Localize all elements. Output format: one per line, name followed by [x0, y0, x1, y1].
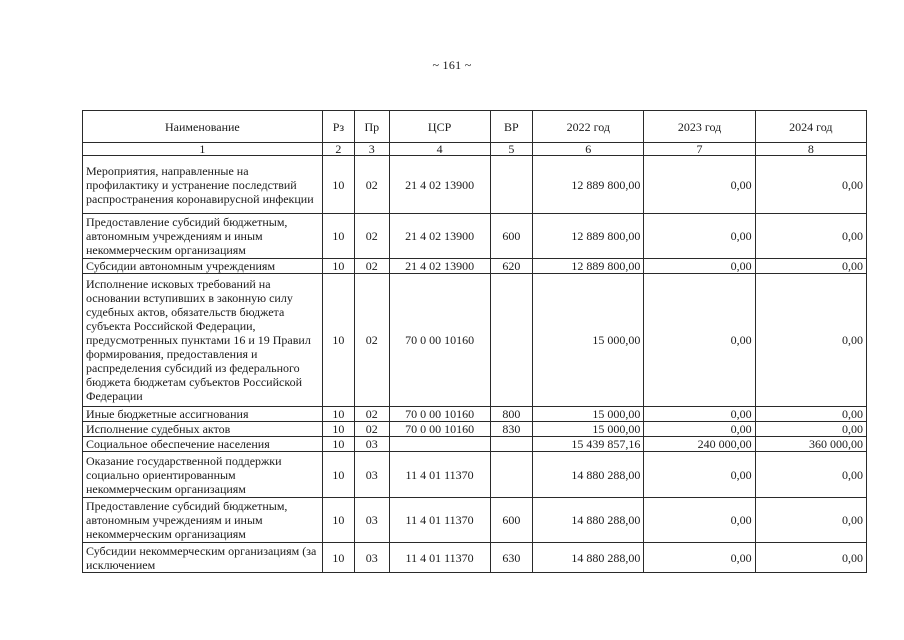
header-row [83, 111, 867, 143]
cell-2022: 12 889 800,00 [533, 156, 644, 214]
cell-name: Предоставление субсидий бюджетным, автономным учреждениям и иным некоммерческим организациям [83, 498, 323, 543]
cell-vr: 800 [490, 407, 532, 422]
cell-2023: 0,00 [644, 259, 755, 274]
cell-2023: 0,00 [644, 543, 755, 573]
cell-csr: 11 4 01 11370 [389, 543, 490, 573]
cell-rz: 10 [322, 259, 354, 274]
cell-csr [389, 437, 490, 452]
cell-2024: 360 000,00 [755, 437, 866, 452]
cell-2023: 240 000,00 [644, 437, 755, 452]
table-row [83, 156, 867, 214]
cell-vr: 600 [490, 214, 532, 259]
cell-csr: 11 4 01 11370 [389, 452, 490, 498]
cell-vr [490, 452, 532, 498]
cell-csr: 70 0 00 10160 [389, 274, 490, 407]
cell-csr: 11 4 01 11370 [389, 498, 490, 543]
cell-2024: 0,00 [755, 407, 866, 422]
header-csr: ЦСР [389, 111, 490, 143]
cell-rz: 10 [322, 437, 354, 452]
cell-vr [490, 437, 532, 452]
header-2023: 2023 год [644, 111, 755, 143]
header-pr: Пр [355, 111, 389, 143]
cell-2024: 0,00 [755, 452, 866, 498]
cell-name: Социальное обеспечение населения [83, 437, 323, 452]
table-row [83, 214, 867, 259]
cell-pr: 02 [355, 274, 389, 407]
table-row [83, 437, 867, 452]
cell-2024: 0,00 [755, 214, 866, 259]
cell-pr: 03 [355, 543, 389, 573]
cell-pr: 03 [355, 498, 389, 543]
table-row [83, 407, 867, 422]
cell-rz: 10 [322, 156, 354, 214]
cell-vr: 830 [490, 422, 532, 437]
cell-vr [490, 274, 532, 407]
cell-2023: 0,00 [644, 422, 755, 437]
header-2024: 2024 год [755, 111, 866, 143]
cell-name: Мероприятия, направленные на профилактику и устранение последствий распространения коронавирусной инфекции [83, 156, 323, 214]
cell-name: Исполнение судебных актов [83, 422, 323, 437]
cell-2022: 15 439 857,16 [533, 437, 644, 452]
column-number: 2 [322, 143, 354, 156]
cell-rz: 10 [322, 543, 354, 573]
cell-rz: 10 [322, 407, 354, 422]
cell-2022: 14 880 288,00 [533, 498, 644, 543]
cell-rz: 10 [322, 214, 354, 259]
cell-name: Предоставление субсидий бюджетным, автономным учреждениям и иным некоммерческим организациям [83, 214, 323, 259]
budget-table [82, 110, 867, 573]
table-row [83, 498, 867, 543]
table-row [83, 422, 867, 437]
cell-2024: 0,00 [755, 156, 866, 214]
cell-pr: 02 [355, 407, 389, 422]
page-number: ~ 161 ~ [432, 58, 472, 72]
header-vr: ВР [490, 111, 532, 143]
column-number: 7 [644, 143, 755, 156]
header-name: Наименование [83, 111, 323, 143]
cell-rz: 10 [322, 422, 354, 437]
cell-pr: 02 [355, 259, 389, 274]
table-row [83, 259, 867, 274]
cell-2022: 15 000,00 [533, 422, 644, 437]
cell-pr: 02 [355, 422, 389, 437]
cell-2024: 0,00 [755, 543, 866, 573]
cell-2022: 12 889 800,00 [533, 259, 644, 274]
cell-name: Исполнение исковых требований на основании вступивших в законную силу судебных актов, обязательств бюджета субъекта Российской Федерации, предусмотренных пунктами 16 и 19 Правил формирования, предоставления и распределения субсидий из федерального бюджета бюджетам субъектов Российской Федерации [83, 274, 323, 407]
cell-2023: 0,00 [644, 156, 755, 214]
cell-vr: 620 [490, 259, 532, 274]
cell-vr: 630 [490, 543, 532, 573]
cell-rz: 10 [322, 452, 354, 498]
cell-pr: 03 [355, 452, 389, 498]
cell-name: Субсидии некоммерческим организациям (за исключением [83, 543, 323, 573]
cell-vr: 600 [490, 498, 532, 543]
column-number: 3 [355, 143, 389, 156]
cell-2023: 0,00 [644, 214, 755, 259]
column-number-row [83, 143, 867, 156]
cell-rz: 10 [322, 274, 354, 407]
cell-csr: 21 4 02 13900 [389, 214, 490, 259]
cell-2024: 0,00 [755, 274, 866, 407]
cell-2022: 12 889 800,00 [533, 214, 644, 259]
cell-2023: 0,00 [644, 452, 755, 498]
cell-csr: 21 4 02 13900 [389, 156, 490, 214]
cell-2022: 14 880 288,00 [533, 543, 644, 573]
cell-rz: 10 [322, 498, 354, 543]
cell-pr: 02 [355, 214, 389, 259]
cell-csr: 21 4 02 13900 [389, 259, 490, 274]
table-row [83, 543, 867, 573]
cell-2024: 0,00 [755, 259, 866, 274]
column-number: 1 [83, 143, 323, 156]
cell-name: Оказание государственной поддержки социально ориентированным некоммерческим организациям [83, 452, 323, 498]
column-number: 4 [389, 143, 490, 156]
cell-csr: 70 0 00 10160 [389, 407, 490, 422]
header-2022: 2022 год [533, 111, 644, 143]
cell-2022: 14 880 288,00 [533, 452, 644, 498]
cell-csr: 70 0 00 10160 [389, 422, 490, 437]
cell-2024: 0,00 [755, 498, 866, 543]
table-row [83, 452, 867, 498]
table-row [83, 274, 867, 407]
column-number: 6 [533, 143, 644, 156]
cell-2023: 0,00 [644, 498, 755, 543]
column-number: 5 [490, 143, 532, 156]
cell-2022: 15 000,00 [533, 407, 644, 422]
cell-2024: 0,00 [755, 422, 866, 437]
header-rz: Рз [322, 111, 354, 143]
cell-2023: 0,00 [644, 407, 755, 422]
column-number: 8 [755, 143, 866, 156]
cell-vr [490, 156, 532, 214]
cell-2022: 15 000,00 [533, 274, 644, 407]
cell-pr: 03 [355, 437, 389, 452]
cell-name: Иные бюджетные ассигнования [83, 407, 323, 422]
cell-2023: 0,00 [644, 274, 755, 407]
cell-name: Субсидии автономным учреждениям [83, 259, 323, 274]
cell-pr: 02 [355, 156, 389, 214]
